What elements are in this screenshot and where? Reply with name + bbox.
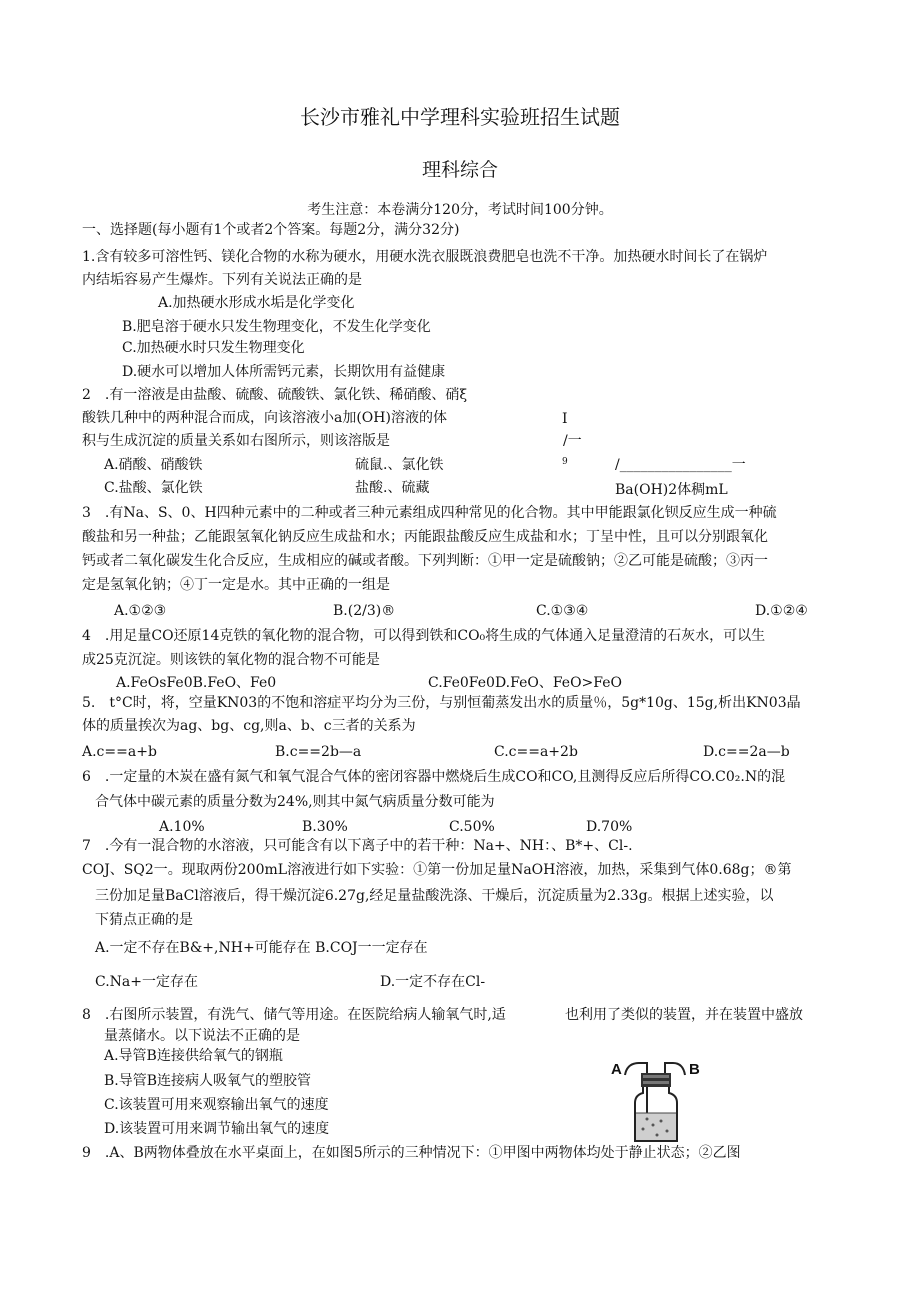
exam-notice: 考生注意：本卷满分120分，考试时间100分钟。: [307, 202, 613, 218]
question-8-stem-line: 8 .右图所示装置，有洗气、储气等用途。在医院给病人输氧气时,适: [82, 1007, 506, 1023]
question-2-option-d: 盐酸.、硫藏: [355, 480, 430, 496]
question-3-option-a: A.①②③: [114, 603, 167, 619]
graph-mark-i: I: [562, 411, 568, 427]
question-2-stem-line: 积与生成沉淀的质量关系如右图所示，则该溶版是: [82, 433, 390, 449]
question-6-option-b: B.30%: [302, 819, 348, 835]
question-6-option-c: C.50%: [449, 819, 495, 835]
question-3-stem-line: 钙或者二氧化碳发生化合反应，生成相应的碱或者酸。下列判断：①甲一定是硫酸钠；②乙可能是硫酸；③丙一: [82, 553, 768, 569]
question-5-option-b: B.c==2b—a: [275, 744, 362, 760]
question-8-option-d: D.该装置可用来调节输出氧气的速度: [104, 1121, 330, 1137]
question-6-option-d: D.70%: [586, 819, 633, 835]
question-5-option-a: A.c==a+b: [82, 744, 157, 760]
question-5-stem-line: 体的质量挨次为ag、bg、cg,则a、b、c三者的关系为: [82, 718, 416, 734]
question-6-stem-line: 合气体中碳元素的质量分数为24%,则其中氮气病质量分数可能为: [95, 794, 495, 810]
question-5-option-d: D.c==2a—b: [703, 744, 790, 760]
question-4-options-ab: A.FeOsFe0B.FeO、Fe0: [116, 675, 277, 691]
graph-mark-slash: /一: [563, 433, 582, 449]
question-9-stem: 9 .A、B两物体叠放在水平桌面上，在如图5所示的三种情况下：①甲图中两物体均处于静止状态；②乙图: [82, 1145, 741, 1161]
question-7-stem-line: 下猜点正确的是: [95, 912, 193, 928]
question-4-stem-line: 成25克沉淀。则该铁的氧化物的混合物不可能是: [82, 652, 380, 668]
gas-washing-bottle-figure: [605, 1055, 725, 1145]
question-7-stem-line: COJ、SQ2一。现取两份200mL溶液进行如下实验：①第一份加足量NaOH溶液，加热，采集到气体0.68g；®第: [82, 862, 792, 878]
question-8-stem-line: 量蒸储水。以下说法不正确的是: [104, 1028, 300, 1044]
graph-mark-line: /________________一: [615, 457, 746, 473]
question-6-stem-line: 6 .一定量的木炭在盛有氮气和氧气混合气体的密闭容器中燃烧后生成CO和CO,且测得反应后所得CO.C0₂.N的混: [82, 769, 786, 785]
tube-b-label: B: [689, 1061, 700, 1078]
graph-x-axis-label: Ba(OH)2体稠mL: [615, 482, 728, 498]
question-3-option-c: C.①③④: [536, 603, 589, 619]
tube-a-label: A: [611, 1061, 622, 1078]
question-3-option-b: B.(2/3)®: [333, 603, 396, 619]
question-6-option-a: A.10%: [159, 819, 205, 835]
gas-washing-bottle-icon: [605, 1055, 725, 1145]
question-1-option-b: B.肥皂溶于硬水只发生物理变化，不发生化学变化: [122, 319, 431, 335]
question-2-stem-line: 2 .有一溶液是由盐酸、硫酸、硫酸铁、氯化铁、稀硝酸、硝ξ: [82, 387, 468, 403]
question-1-option-c: C.加热硬水时只发生物理变化: [122, 340, 305, 356]
question-2-option-c: C.盐酸、氯化铁: [104, 480, 203, 496]
question-3-stem-line: 酸盐和另一种盐；乙能跟氢氧化钠反应生成盐和水；丙能跟盐酸反应生成盐和水；丁呈中性，且可以分别跟氧化: [82, 529, 768, 545]
question-3-option-d: D.①②④: [755, 603, 808, 619]
question-4-options-cd: C.Fe0Fe0D.FeO、FeO>FeO: [428, 675, 622, 691]
question-1-option-d: D.硬水可以增加人体所需钙元素，长期饮用有益健康: [122, 364, 446, 380]
exam-title: 长沙市雅礼中学理科实验班招生试题: [300, 105, 620, 129]
section-header: 一、选择题(每小题有1个或者2个答案。每题2分，满分32分): [82, 222, 460, 238]
graph-mark-9: 9: [562, 457, 568, 467]
question-7-option-c: C.Na+一定存在: [95, 974, 198, 990]
question-7-stem-line: 三份加足量BaCl溶液后，得干燥沉淀6.27g,经足量盐酸洗涤、干燥后，沉淀质量为2.33g。根据上述实验，以: [95, 888, 774, 904]
question-1-stem-line: 内结垢容易产生爆炸。下列有关说法正确的是: [82, 272, 362, 288]
question-2-option-a: A.硝酸、硝酸铁: [104, 457, 203, 473]
question-5-option-c: C.c==a+2b: [494, 744, 578, 760]
question-8-option-c: C.该装置可用来观察输出氧气的速度: [104, 1097, 329, 1113]
exam-subtitle: 理科综合: [421, 159, 498, 181]
question-3-stem-line: 3 .有Na、S、0、H四种元素中的二种或者三种元素组成四种常见的化合物。其中甲能跟氯化钡反应生成一种硫: [82, 505, 777, 521]
question-3-stem-line: 定是氢氧化钠；④丁一定是水。其中正确的一组是: [82, 577, 390, 593]
question-2-stem-line: 酸铁几种中的两种混合而成，向该溶液小a加(OH)溶液的体: [82, 410, 447, 426]
question-2-option-b: 硫鼠.、氯化铁: [355, 457, 444, 473]
question-1-option-a: A.加热硬水形成水垢是化学变化: [158, 295, 355, 311]
question-1-stem-line: 1.含有较多可溶性钙、镁化合物的水称为硬水，用硬水洗衣服既浪费肥皂也洗不干净。加热硬水时间长了在锅炉: [82, 249, 768, 265]
question-8-stem-line: 也利用了类似的装置，并在装置中盛放: [565, 1007, 803, 1023]
question-8-option-b: B.导管B连接病人吸氧气的塑胶管: [104, 1073, 312, 1089]
question-5-stem-line: 5. t°C时，将，空量KN03的不饱和溶症平均分为三份，与别恒葡蒸发出水的质量％，5g*10g、15g,析出KN03晶: [82, 695, 801, 711]
question-7-stem-line: 7 .今有一混合物的水溶液，只可能含有以下离子中的若干种：Na+、NH：、B*+、Cl-.: [82, 838, 633, 854]
question-7-option-d: D.一定不存在Cl-: [380, 974, 486, 990]
question-4-stem-line: 4 .用足量CO还原14克铁的氧化物的混合物，可以得到铁和CO₀将生成的气体通入足量澄清的石灰水，可以生: [82, 628, 766, 644]
question-8-option-a: A.导管B连接供给氧气的钢瓶: [104, 1048, 283, 1064]
question-7-options-ab: A.一定不存在B&+,NH+可能存在 B.COJ一一定存在: [95, 940, 428, 956]
